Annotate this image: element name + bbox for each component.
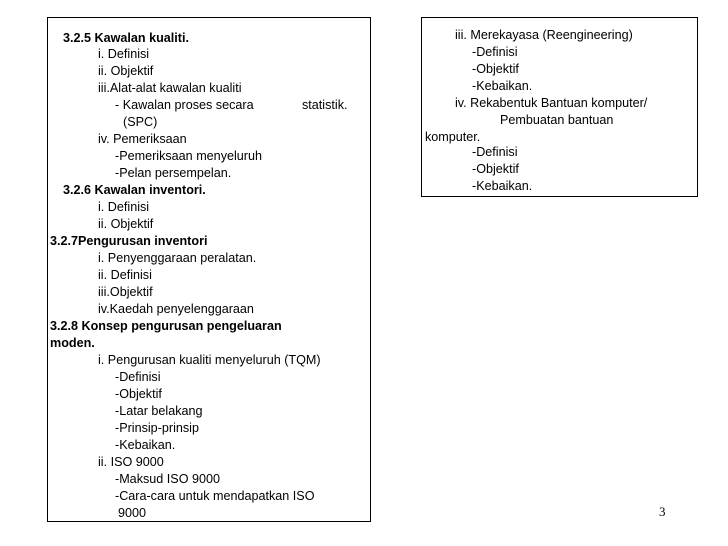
list-item: i. Penyenggaraan peralatan. bbox=[98, 251, 257, 265]
list-item: iv.Kaedah penyelenggaraan bbox=[98, 302, 254, 316]
list-subitem: -Definisi bbox=[115, 370, 161, 384]
list-item: i. Definisi bbox=[98, 200, 150, 214]
list-subitem: -Latar belakang bbox=[115, 404, 203, 418]
list-item-cont: Pembuatan bantuan bbox=[500, 113, 614, 127]
list-item: iii.Alat-alat kawalan kualiti bbox=[98, 81, 242, 95]
list-subitem: -Kebaikan. bbox=[472, 79, 533, 93]
list-subitem: -Kebaikan. bbox=[115, 438, 176, 452]
list-subitem: -Definisi bbox=[472, 45, 518, 59]
list-item: ii. Objektif bbox=[98, 217, 154, 231]
list-subitem: statistik. bbox=[302, 98, 348, 112]
list-subitem: -Maksud ISO 9000 bbox=[115, 472, 220, 486]
section-3-2-5-heading: 3.2.5 Kawalan kualiti. bbox=[63, 31, 189, 45]
section-3-2-8-heading: 3.2.8 Konsep pengurusan pengeluaran bbox=[50, 319, 282, 333]
list-item: ii. Definisi bbox=[98, 268, 152, 282]
list-subitem: -Kebaikan. bbox=[472, 179, 533, 193]
list-item-cont: komputer. bbox=[425, 130, 481, 144]
list-item: iii.Objektif bbox=[98, 285, 153, 299]
list-item: i. Pengurusan kualiti menyeluruh (TQM) bbox=[98, 353, 321, 367]
list-subitem: (SPC) bbox=[123, 115, 158, 129]
list-subitem: -Objektif bbox=[472, 62, 519, 76]
list-subitem: -Cara-cara untuk mendapatkan ISO bbox=[115, 489, 315, 503]
list-subitem: -Definisi bbox=[472, 145, 518, 159]
list-item: ii. ISO 9000 bbox=[98, 455, 164, 469]
list-subitem: -Objektif bbox=[115, 387, 162, 401]
list-subitem: -Objektif bbox=[472, 162, 519, 176]
section-3-2-7-heading: 3.2.7Pengurusan inventori bbox=[50, 234, 208, 248]
list-subitem: -Prinsip-prinsip bbox=[115, 421, 199, 435]
section-3-2-8-heading-cont: moden. bbox=[50, 336, 95, 350]
list-item: iv. Rekabentuk Bantuan komputer/ bbox=[455, 96, 648, 110]
list-item: iv. Pemeriksaan bbox=[98, 132, 187, 146]
list-subitem: -Pemeriksaan menyeluruh bbox=[115, 149, 262, 163]
list-item: iii. Merekayasa (Reengineering) bbox=[455, 28, 633, 42]
list-item: ii. Objektif bbox=[98, 64, 154, 78]
page-number: 3 bbox=[659, 504, 666, 519]
section-3-2-6-heading: 3.2.6 Kawalan inventori. bbox=[63, 183, 206, 197]
list-item: i. Definisi bbox=[98, 47, 150, 61]
list-subitem: 9000 bbox=[118, 506, 147, 520]
list-subitem: -Pelan persempelan. bbox=[115, 166, 232, 180]
list-subitem: - Kawalan proses secara bbox=[115, 98, 254, 112]
